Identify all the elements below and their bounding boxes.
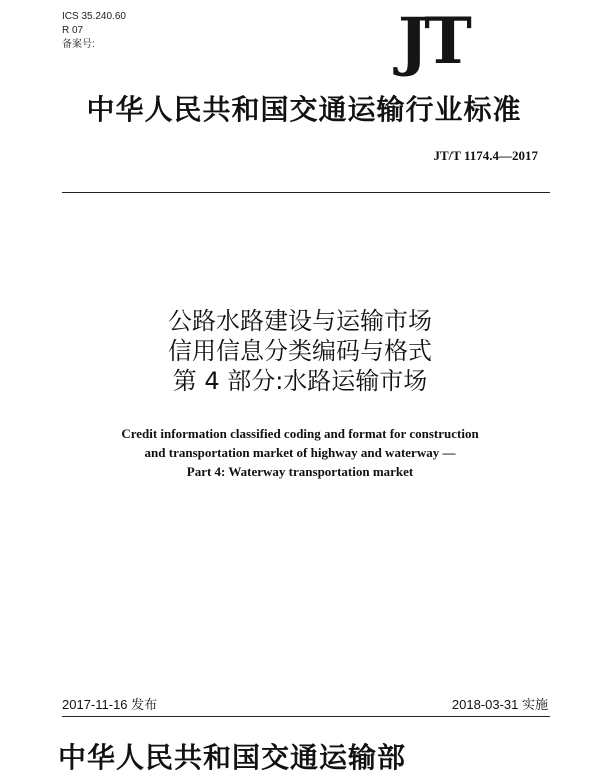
top-divider: [62, 192, 550, 193]
english-title-line-1: Credit information classified coding and format for construction: [121, 426, 479, 441]
jt-logo: JT: [398, 4, 468, 79]
chinese-title-line-2: 信用信息分类编码与格式: [168, 337, 432, 365]
english-title: [0, 424, 600, 481]
issuing-authority: 中华人民共和国交通运输部: [58, 741, 407, 774]
classification-block: [62, 10, 126, 52]
english-title-line-2: and transportation market of highway and waterway —: [144, 445, 456, 460]
publish-date: 2017-11-16 发布: [62, 697, 158, 712]
chinese-title-line-1: 公路水路建设与运输市场: [168, 307, 432, 335]
record-number-label: 备案号:: [62, 39, 95, 50]
ccs-code: R 07: [62, 25, 84, 36]
english-title-line-3: Part 4: Waterway transportation market: [186, 464, 414, 479]
implement-date: 2018-03-31 实施: [451, 697, 548, 712]
issuer-title: 中华人民共和国交通运输行业标准: [86, 93, 522, 126]
bottom-divider: [62, 716, 550, 717]
ics-code: ICS 35.240.60: [62, 11, 126, 22]
chinese-title-line-3: 第 4 部分:水路运输市场: [172, 367, 428, 395]
standard-number: JT/T 1174.4—2017: [433, 148, 538, 163]
chinese-title: [0, 306, 600, 396]
